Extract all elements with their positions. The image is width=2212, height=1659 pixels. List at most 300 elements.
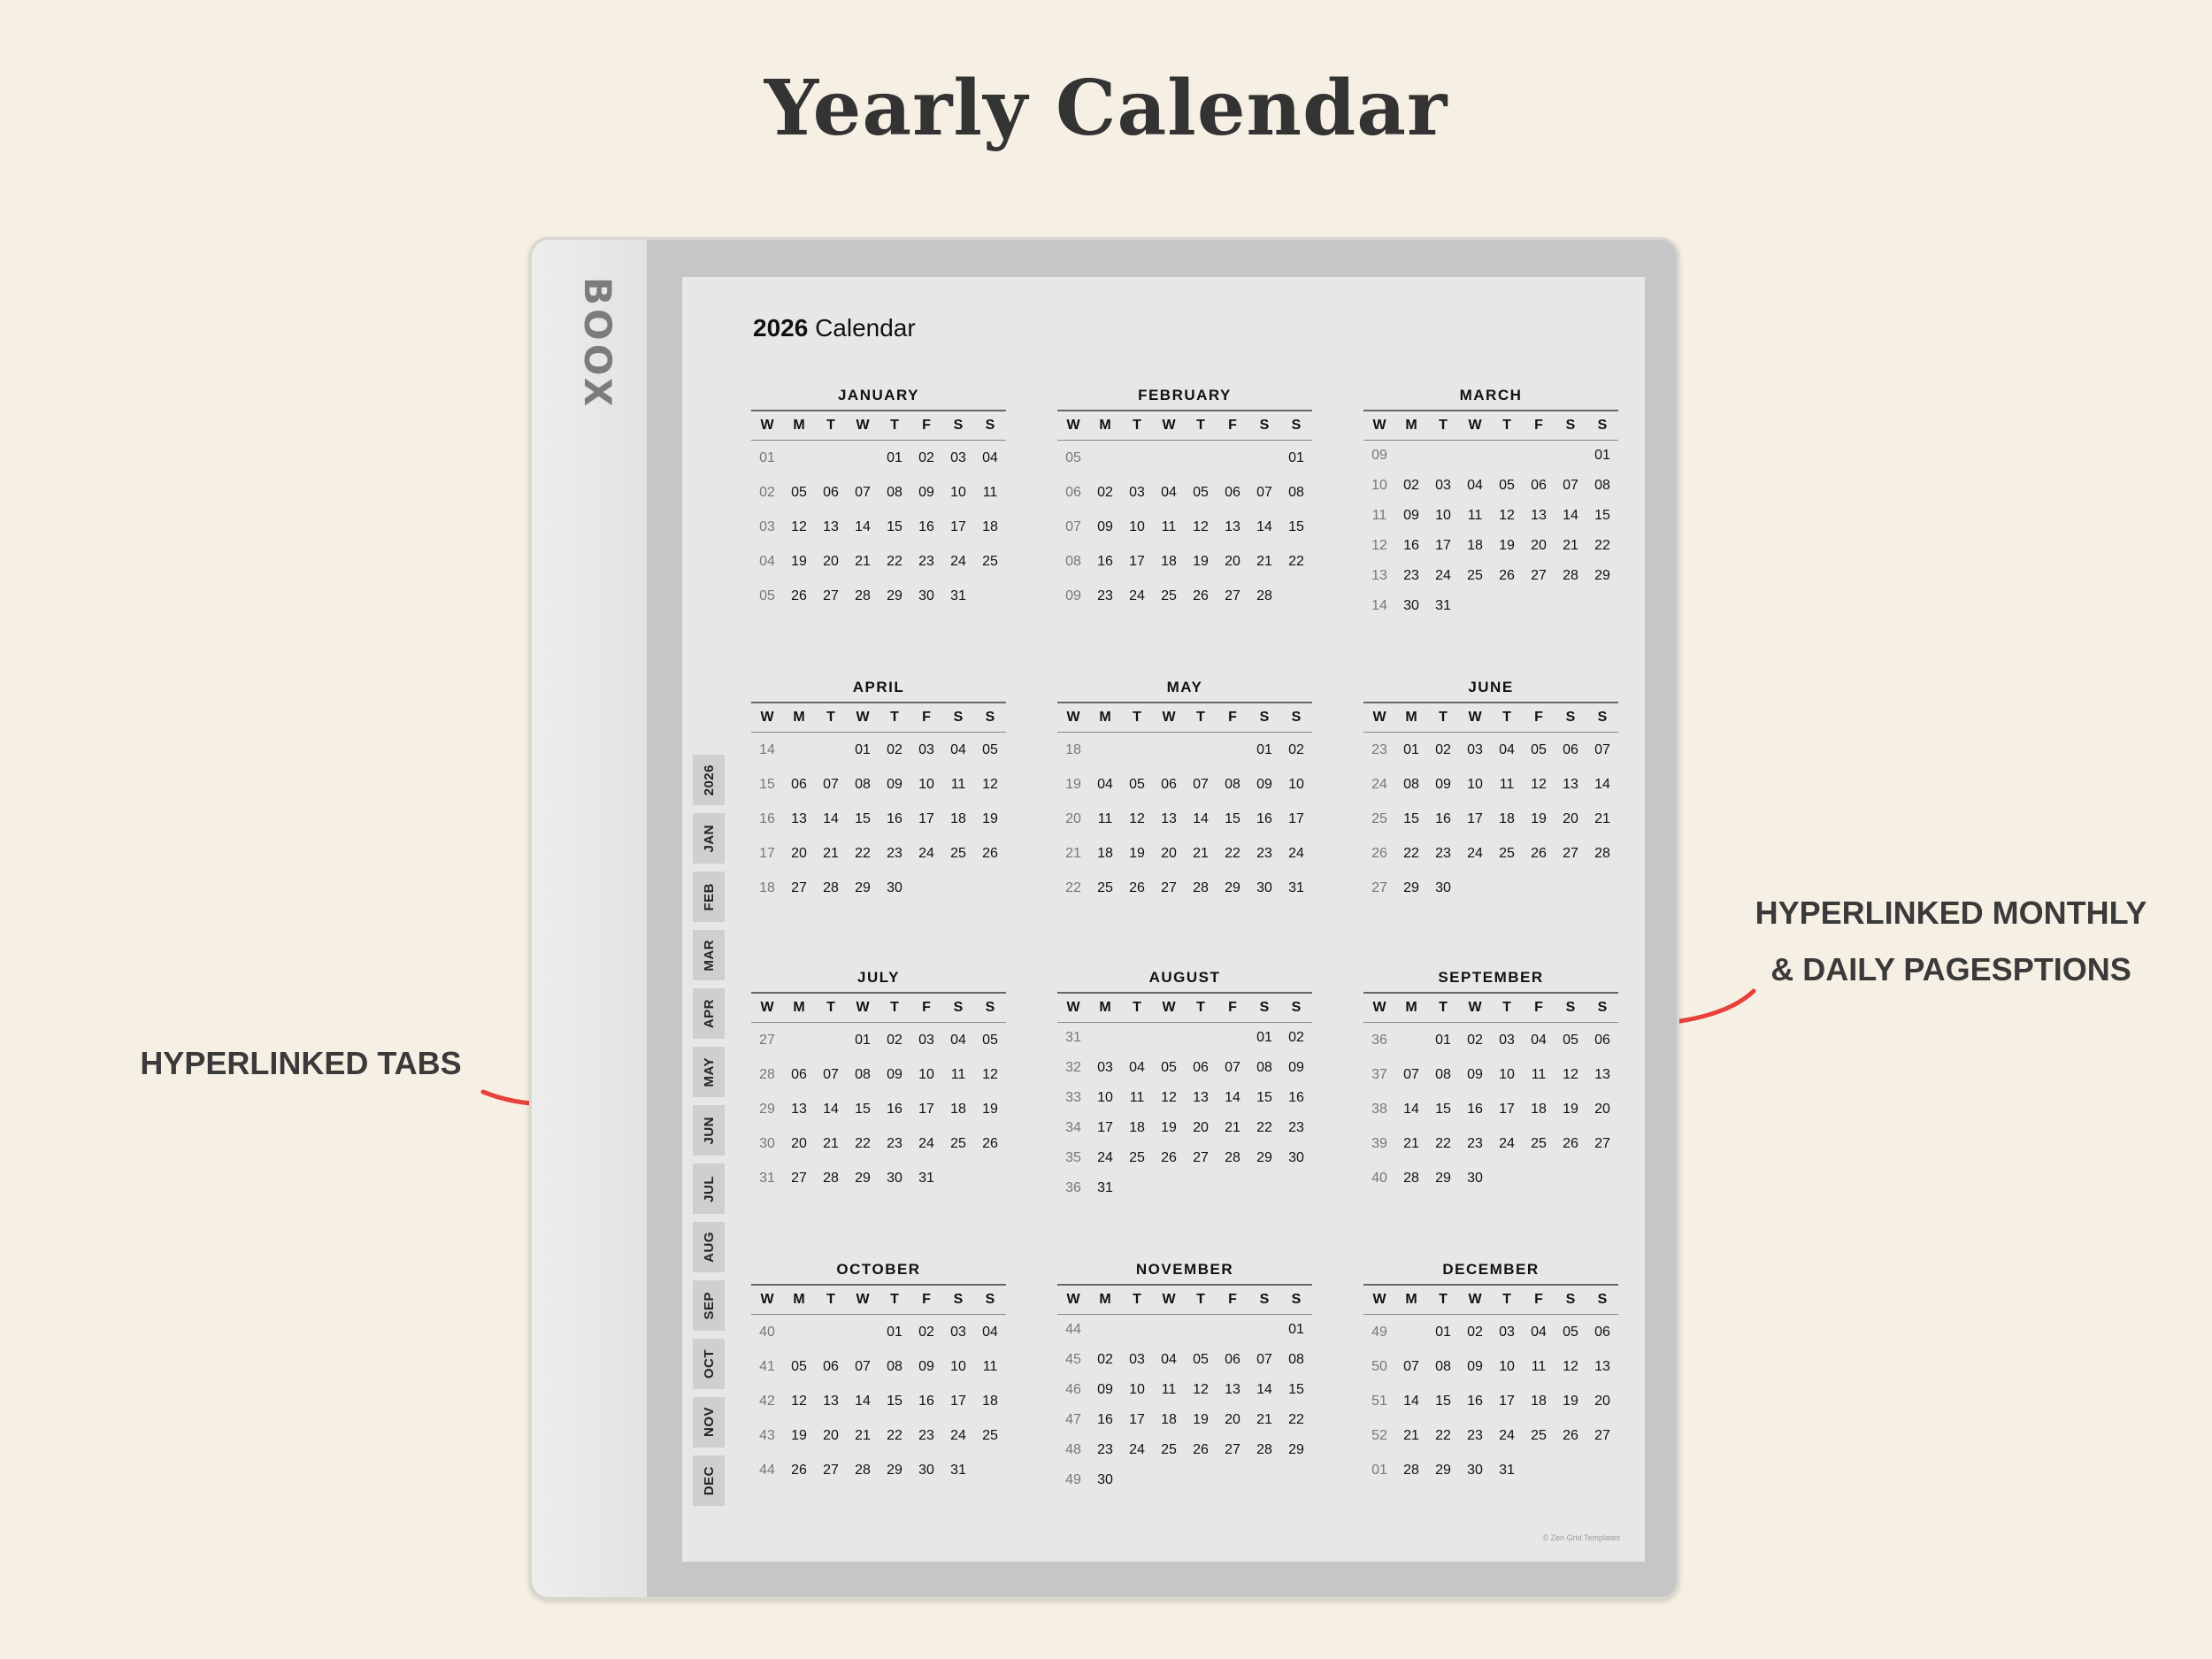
day-cell[interactable]: 25 [1499, 845, 1515, 861]
week-number[interactable]: 32 [1065, 1060, 1081, 1075]
day-cell[interactable]: 04 [1161, 484, 1177, 500]
day-cell[interactable]: 21 [1256, 1412, 1272, 1427]
day-cell[interactable]: 05 [1161, 1060, 1177, 1075]
day-cell[interactable]: 21 [1403, 1135, 1419, 1151]
month-name[interactable]: AUGUST [1057, 969, 1312, 994]
day-cell[interactable]: 24 [950, 553, 966, 569]
day-cell[interactable]: 24 [1467, 845, 1483, 861]
day-cell[interactable]: 30 [1097, 1472, 1113, 1487]
month-november[interactable] [1057, 1261, 1312, 1495]
day-cell[interactable]: 07 [1193, 776, 1209, 792]
day-cell[interactable]: 06 [1563, 741, 1578, 757]
day-cell[interactable]: 09 [1288, 1060, 1304, 1075]
day-cell[interactable]: 23 [1467, 1135, 1483, 1151]
day-cell[interactable]: 20 [1161, 845, 1177, 861]
day-cell[interactable]: 27 [1225, 588, 1240, 603]
week-number[interactable]: 14 [759, 741, 775, 757]
week-number[interactable]: 16 [759, 810, 775, 826]
day-cell[interactable]: 22 [855, 1135, 871, 1151]
month-name[interactable]: DECEMBER [1363, 1261, 1618, 1286]
day-cell[interactable]: 28 [855, 588, 871, 603]
day-cell[interactable]: 22 [1403, 845, 1419, 861]
day-cell[interactable]: 11 [1097, 810, 1113, 826]
day-cell[interactable]: 13 [823, 518, 839, 534]
day-cell[interactable]: 03 [1435, 478, 1451, 493]
week-number[interactable]: 05 [1065, 449, 1081, 465]
day-cell[interactable]: 31 [950, 1462, 966, 1478]
day-cell[interactable]: 12 [1563, 1358, 1578, 1374]
day-cell[interactable]: 03 [1129, 1352, 1145, 1367]
day-cell[interactable]: 21 [1563, 538, 1578, 553]
week-number[interactable]: 38 [1371, 1101, 1387, 1117]
week-number[interactable]: 07 [1065, 518, 1081, 534]
day-cell[interactable]: 30 [1256, 879, 1272, 895]
day-cell[interactable]: 21 [1403, 1427, 1419, 1443]
day-cell[interactable]: 02 [887, 1032, 902, 1048]
day-cell[interactable]: 04 [1129, 1060, 1145, 1075]
day-cell[interactable]: 18 [950, 1101, 966, 1117]
day-cell[interactable]: 05 [1563, 1324, 1578, 1340]
month-name[interactable]: JANUARY [751, 387, 1006, 411]
day-cell[interactable]: 02 [1288, 741, 1304, 757]
day-cell[interactable]: 14 [1193, 810, 1209, 826]
day-cell[interactable]: 18 [1097, 845, 1113, 861]
day-cell[interactable]: 08 [1225, 776, 1240, 792]
week-number[interactable]: 09 [1065, 588, 1081, 603]
day-cell[interactable]: 21 [1225, 1120, 1240, 1135]
day-cell[interactable]: 22 [1435, 1135, 1451, 1151]
day-cell[interactable]: 02 [1467, 1032, 1483, 1048]
day-cell[interactable]: 21 [1594, 810, 1610, 826]
day-cell[interactable]: 05 [791, 484, 807, 500]
day-cell[interactable]: 17 [1097, 1120, 1113, 1135]
day-cell[interactable]: 24 [1129, 588, 1145, 603]
day-cell[interactable]: 03 [918, 741, 934, 757]
day-cell[interactable]: 15 [887, 1393, 902, 1409]
day-cell[interactable]: 17 [1129, 553, 1145, 569]
day-cell[interactable]: 05 [1193, 1352, 1209, 1367]
day-cell[interactable]: 17 [1129, 1412, 1145, 1427]
day-cell[interactable]: 02 [1435, 741, 1451, 757]
day-cell[interactable]: 30 [1467, 1170, 1483, 1186]
day-cell[interactable]: 26 [791, 588, 807, 603]
day-cell[interactable]: 19 [982, 810, 998, 826]
day-cell[interactable]: 21 [1256, 553, 1272, 569]
day-cell[interactable]: 26 [1563, 1135, 1578, 1151]
day-cell[interactable]: 27 [791, 879, 807, 895]
day-cell[interactable]: 16 [1256, 810, 1272, 826]
day-cell[interactable]: 16 [1435, 810, 1451, 826]
day-cell[interactable]: 03 [1467, 741, 1483, 757]
day-cell[interactable]: 17 [1288, 810, 1304, 826]
day-cell[interactable]: 07 [1225, 1060, 1240, 1075]
day-cell[interactable]: 11 [1129, 1090, 1145, 1105]
week-number[interactable]: 18 [759, 879, 775, 895]
day-cell[interactable]: 16 [918, 1393, 934, 1409]
day-cell[interactable]: 25 [950, 845, 966, 861]
day-cell[interactable]: 16 [1403, 538, 1419, 553]
day-cell[interactable]: 20 [1531, 538, 1547, 553]
day-cell[interactable]: 06 [791, 776, 807, 792]
day-cell[interactable]: 11 [1161, 518, 1177, 534]
day-cell[interactable]: 19 [1531, 810, 1547, 826]
day-cell[interactable]: 20 [791, 845, 807, 861]
week-number[interactable]: 27 [1371, 879, 1387, 895]
day-cell[interactable]: 10 [918, 1066, 934, 1082]
day-cell[interactable]: 07 [1256, 484, 1272, 500]
day-cell[interactable]: 16 [887, 1101, 902, 1117]
day-cell[interactable]: 12 [1129, 810, 1145, 826]
day-cell[interactable]: 31 [1288, 879, 1304, 895]
day-cell[interactable]: 19 [1193, 1412, 1209, 1427]
day-cell[interactable]: 05 [982, 1032, 998, 1048]
day-cell[interactable]: 09 [1467, 1066, 1483, 1082]
day-cell[interactable]: 18 [1161, 553, 1177, 569]
week-number[interactable]: 46 [1065, 1382, 1081, 1397]
day-cell[interactable]: 09 [1403, 508, 1419, 523]
week-number[interactable]: 20 [1065, 810, 1081, 826]
day-cell[interactable]: 01 [1435, 1032, 1451, 1048]
day-cell[interactable]: 31 [918, 1170, 934, 1186]
day-cell[interactable]: 29 [887, 588, 902, 603]
day-cell[interactable]: 09 [1467, 1358, 1483, 1374]
week-number[interactable]: 24 [1371, 776, 1387, 792]
day-cell[interactable]: 22 [1288, 1412, 1304, 1427]
month-october[interactable] [751, 1261, 1006, 1487]
day-cell[interactable]: 12 [982, 776, 998, 792]
day-cell[interactable]: 31 [1435, 598, 1451, 613]
day-cell[interactable]: 13 [1531, 508, 1547, 523]
week-number[interactable]: 31 [759, 1170, 775, 1186]
day-cell[interactable]: 22 [1225, 845, 1240, 861]
month-name[interactable]: SEPTEMBER [1363, 969, 1618, 994]
month-december[interactable] [1363, 1261, 1618, 1487]
day-cell[interactable]: 16 [1467, 1393, 1483, 1409]
day-cell[interactable]: 18 [1161, 1412, 1177, 1427]
week-number[interactable]: 22 [1065, 879, 1081, 895]
day-cell[interactable]: 17 [950, 1393, 966, 1409]
day-cell[interactable]: 09 [918, 1358, 934, 1374]
day-cell[interactable]: 08 [887, 484, 902, 500]
day-cell[interactable]: 12 [1161, 1090, 1177, 1105]
day-cell[interactable]: 26 [1193, 588, 1209, 603]
day-cell[interactable]: 10 [1288, 776, 1304, 792]
day-cell[interactable]: 01 [887, 449, 902, 465]
day-cell[interactable]: 26 [791, 1462, 807, 1478]
day-cell[interactable]: 30 [1403, 598, 1419, 613]
day-cell[interactable]: 25 [1467, 568, 1483, 583]
day-cell[interactable]: 04 [982, 449, 998, 465]
day-cell[interactable]: 06 [1225, 484, 1240, 500]
day-cell[interactable]: 11 [1531, 1066, 1547, 1082]
day-cell[interactable]: 15 [1435, 1101, 1451, 1117]
week-number[interactable]: 36 [1371, 1032, 1387, 1048]
tab-dec[interactable] [693, 1455, 725, 1506]
day-cell[interactable]: 08 [1594, 478, 1610, 493]
day-cell[interactable]: 27 [1225, 1442, 1240, 1457]
day-cell[interactable]: 29 [1403, 879, 1419, 895]
day-cell[interactable]: 18 [982, 518, 998, 534]
day-cell[interactable]: 30 [1288, 1150, 1304, 1165]
day-cell[interactable]: 24 [1129, 1442, 1145, 1457]
day-cell[interactable]: 25 [1531, 1427, 1547, 1443]
day-cell[interactable]: 22 [1288, 553, 1304, 569]
day-cell[interactable]: 13 [1594, 1066, 1610, 1082]
tab-2026[interactable] [693, 755, 725, 805]
day-cell[interactable]: 10 [1467, 776, 1483, 792]
day-cell[interactable]: 17 [1435, 538, 1451, 553]
day-cell[interactable]: 19 [1563, 1101, 1578, 1117]
day-cell[interactable]: 24 [1288, 845, 1304, 861]
day-cell[interactable]: 27 [1531, 568, 1547, 583]
day-cell[interactable]: 17 [1499, 1393, 1515, 1409]
week-number[interactable]: 40 [1371, 1170, 1387, 1186]
day-cell[interactable]: 14 [1594, 776, 1610, 792]
day-cell[interactable]: 08 [1403, 776, 1419, 792]
day-cell[interactable]: 20 [823, 553, 839, 569]
day-cell[interactable]: 09 [1435, 776, 1451, 792]
week-number[interactable]: 52 [1371, 1427, 1387, 1443]
day-cell[interactable]: 30 [1435, 879, 1451, 895]
day-cell[interactable]: 09 [918, 484, 934, 500]
day-cell[interactable]: 16 [887, 810, 902, 826]
day-cell[interactable]: 01 [1594, 448, 1610, 463]
day-cell[interactable]: 15 [1594, 508, 1610, 523]
week-number[interactable]: 44 [1065, 1322, 1081, 1337]
day-cell[interactable]: 09 [887, 1066, 902, 1082]
day-cell[interactable]: 10 [1129, 518, 1145, 534]
day-cell[interactable]: 25 [982, 1427, 998, 1443]
day-cell[interactable]: 16 [918, 518, 934, 534]
day-cell[interactable]: 14 [823, 810, 839, 826]
day-cell[interactable]: 16 [1467, 1101, 1483, 1117]
day-cell[interactable]: 27 [1594, 1427, 1610, 1443]
tab-oct[interactable] [693, 1339, 725, 1389]
week-number[interactable]: 45 [1065, 1352, 1081, 1367]
day-cell[interactable]: 16 [1097, 1412, 1113, 1427]
day-cell[interactable]: 12 [791, 1393, 807, 1409]
day-cell[interactable]: 14 [855, 1393, 871, 1409]
day-cell[interactable]: 23 [918, 1427, 934, 1443]
day-cell[interactable]: 01 [1288, 1322, 1304, 1337]
week-number[interactable]: 49 [1065, 1472, 1081, 1487]
day-cell[interactable]: 21 [855, 1427, 871, 1443]
day-cell[interactable]: 23 [1097, 1442, 1113, 1457]
day-cell[interactable]: 03 [1097, 1060, 1113, 1075]
day-cell[interactable]: 04 [982, 1324, 998, 1340]
day-cell[interactable]: 11 [982, 1358, 998, 1374]
day-cell[interactable]: 20 [1225, 553, 1240, 569]
day-cell[interactable]: 26 [1499, 568, 1515, 583]
week-number[interactable]: 26 [1371, 845, 1387, 861]
day-cell[interactable]: 21 [1193, 845, 1209, 861]
day-cell[interactable]: 12 [1193, 1382, 1209, 1397]
week-number[interactable]: 30 [759, 1135, 775, 1151]
week-number[interactable]: 03 [759, 518, 775, 534]
week-number[interactable]: 33 [1065, 1090, 1081, 1105]
day-cell[interactable]: 03 [1499, 1324, 1515, 1340]
day-cell[interactable]: 08 [1435, 1358, 1451, 1374]
day-cell[interactable]: 27 [823, 588, 839, 603]
week-number[interactable]: 14 [1371, 598, 1387, 613]
day-cell[interactable]: 10 [1097, 1090, 1113, 1105]
day-cell[interactable]: 30 [887, 879, 902, 895]
day-cell[interactable]: 05 [791, 1358, 807, 1374]
day-cell[interactable]: 28 [855, 1462, 871, 1478]
day-cell[interactable]: 20 [1193, 1120, 1209, 1135]
tab-sep[interactable] [693, 1280, 725, 1331]
day-cell[interactable]: 07 [855, 484, 871, 500]
day-cell[interactable]: 02 [1288, 1030, 1304, 1045]
day-cell[interactable]: 12 [1531, 776, 1547, 792]
week-number[interactable]: 44 [759, 1462, 775, 1478]
day-cell[interactable]: 10 [950, 1358, 966, 1374]
week-number[interactable]: 18 [1065, 741, 1081, 757]
day-cell[interactable]: 26 [1161, 1150, 1177, 1165]
day-cell[interactable]: 23 [918, 553, 934, 569]
month-name[interactable]: APRIL [751, 679, 1006, 703]
day-cell[interactable]: 24 [1499, 1135, 1515, 1151]
day-cell[interactable]: 23 [1435, 845, 1451, 861]
day-cell[interactable]: 26 [1531, 845, 1547, 861]
tab-feb[interactable] [693, 872, 725, 922]
day-cell[interactable]: 18 [982, 1393, 998, 1409]
day-cell[interactable]: 01 [855, 1032, 871, 1048]
week-number[interactable]: 43 [759, 1427, 775, 1443]
week-number[interactable]: 12 [1371, 538, 1387, 553]
day-cell[interactable]: 26 [982, 1135, 998, 1151]
day-cell[interactable]: 10 [1499, 1066, 1515, 1082]
month-name[interactable]: MAY [1057, 679, 1312, 703]
day-cell[interactable]: 02 [1467, 1324, 1483, 1340]
week-number[interactable]: 08 [1065, 553, 1081, 569]
month-september[interactable] [1363, 969, 1618, 1195]
day-cell[interactable]: 24 [950, 1427, 966, 1443]
day-cell[interactable]: 14 [1256, 1382, 1272, 1397]
day-cell[interactable]: 09 [1256, 776, 1272, 792]
day-cell[interactable]: 28 [1403, 1462, 1419, 1478]
day-cell[interactable]: 03 [950, 1324, 966, 1340]
day-cell[interactable]: 13 [1161, 810, 1177, 826]
day-cell[interactable]: 21 [855, 553, 871, 569]
day-cell[interactable]: 26 [982, 845, 998, 861]
tab-apr[interactable] [693, 988, 725, 1039]
day-cell[interactable]: 20 [1225, 1412, 1240, 1427]
day-cell[interactable]: 19 [1499, 538, 1515, 553]
day-cell[interactable]: 25 [1097, 879, 1113, 895]
day-cell[interactable]: 06 [1594, 1032, 1610, 1048]
day-cell[interactable]: 01 [1288, 449, 1304, 465]
day-cell[interactable]: 29 [887, 1462, 902, 1478]
day-cell[interactable]: 09 [1097, 1382, 1113, 1397]
day-cell[interactable]: 12 [1499, 508, 1515, 523]
day-cell[interactable]: 11 [1531, 1358, 1547, 1374]
day-cell[interactable]: 13 [1594, 1358, 1610, 1374]
month-name[interactable]: OCTOBER [751, 1261, 1006, 1286]
day-cell[interactable]: 28 [1403, 1170, 1419, 1186]
day-cell[interactable]: 02 [1097, 484, 1113, 500]
day-cell[interactable]: 10 [1435, 508, 1451, 523]
day-cell[interactable]: 15 [1225, 810, 1240, 826]
day-cell[interactable]: 09 [1097, 518, 1113, 534]
day-cell[interactable]: 05 [1129, 776, 1145, 792]
day-cell[interactable]: 22 [1435, 1427, 1451, 1443]
day-cell[interactable]: 11 [1467, 508, 1483, 523]
day-cell[interactable]: 11 [1499, 776, 1515, 792]
day-cell[interactable]: 12 [1193, 518, 1209, 534]
day-cell[interactable]: 03 [1129, 484, 1145, 500]
day-cell[interactable]: 04 [1499, 741, 1515, 757]
day-cell[interactable]: 28 [1256, 1442, 1272, 1457]
day-cell[interactable]: 08 [1435, 1066, 1451, 1082]
day-cell[interactable]: 06 [1161, 776, 1177, 792]
day-cell[interactable]: 27 [791, 1170, 807, 1186]
day-cell[interactable]: 13 [791, 1101, 807, 1117]
day-cell[interactable]: 20 [1594, 1393, 1610, 1409]
day-cell[interactable]: 07 [1403, 1358, 1419, 1374]
week-number[interactable]: 28 [759, 1066, 775, 1082]
day-cell[interactable]: 18 [1499, 810, 1515, 826]
week-number[interactable]: 21 [1065, 845, 1081, 861]
day-cell[interactable]: 05 [982, 741, 998, 757]
month-june[interactable] [1363, 679, 1618, 905]
day-cell[interactable]: 12 [791, 518, 807, 534]
month-name[interactable]: JUNE [1363, 679, 1618, 703]
day-cell[interactable]: 30 [1467, 1462, 1483, 1478]
day-cell[interactable]: 22 [887, 553, 902, 569]
day-cell[interactable]: 20 [1563, 810, 1578, 826]
day-cell[interactable]: 01 [1403, 741, 1419, 757]
day-cell[interactable]: 13 [1193, 1090, 1209, 1105]
month-july[interactable] [751, 969, 1006, 1195]
day-cell[interactable]: 02 [887, 741, 902, 757]
day-cell[interactable]: 27 [1193, 1150, 1209, 1165]
week-number[interactable]: 17 [759, 845, 775, 861]
day-cell[interactable]: 03 [950, 449, 966, 465]
day-cell[interactable]: 17 [950, 518, 966, 534]
week-number[interactable]: 41 [759, 1358, 775, 1374]
week-number[interactable]: 23 [1371, 741, 1387, 757]
day-cell[interactable]: 04 [1531, 1324, 1547, 1340]
day-cell[interactable]: 13 [1225, 1382, 1240, 1397]
day-cell[interactable]: 12 [1563, 1066, 1578, 1082]
day-cell[interactable]: 20 [1594, 1101, 1610, 1117]
week-number[interactable]: 48 [1065, 1442, 1081, 1457]
day-cell[interactable]: 06 [1193, 1060, 1209, 1075]
day-cell[interactable]: 08 [1288, 484, 1304, 500]
day-cell[interactable]: 18 [1129, 1120, 1145, 1135]
month-name[interactable]: JULY [751, 969, 1006, 994]
week-number[interactable]: 09 [1371, 448, 1387, 463]
day-cell[interactable]: 28 [1256, 588, 1272, 603]
week-number[interactable]: 06 [1065, 484, 1081, 500]
tab-aug[interactable] [693, 1222, 725, 1272]
day-cell[interactable]: 05 [1563, 1032, 1578, 1048]
day-cell[interactable]: 23 [1467, 1427, 1483, 1443]
week-number[interactable]: 39 [1371, 1135, 1387, 1151]
month-april[interactable] [751, 679, 1006, 905]
day-cell[interactable]: 29 [1435, 1170, 1451, 1186]
day-cell[interactable]: 06 [1531, 478, 1547, 493]
day-cell[interactable]: 07 [1256, 1352, 1272, 1367]
day-cell[interactable]: 10 [950, 484, 966, 500]
day-cell[interactable]: 04 [950, 1032, 966, 1048]
day-cell[interactable]: 18 [1531, 1101, 1547, 1117]
day-cell[interactable]: 18 [950, 810, 966, 826]
day-cell[interactable]: 24 [1097, 1150, 1113, 1165]
tab-jul[interactable] [693, 1164, 725, 1214]
day-cell[interactable]: 25 [950, 1135, 966, 1151]
